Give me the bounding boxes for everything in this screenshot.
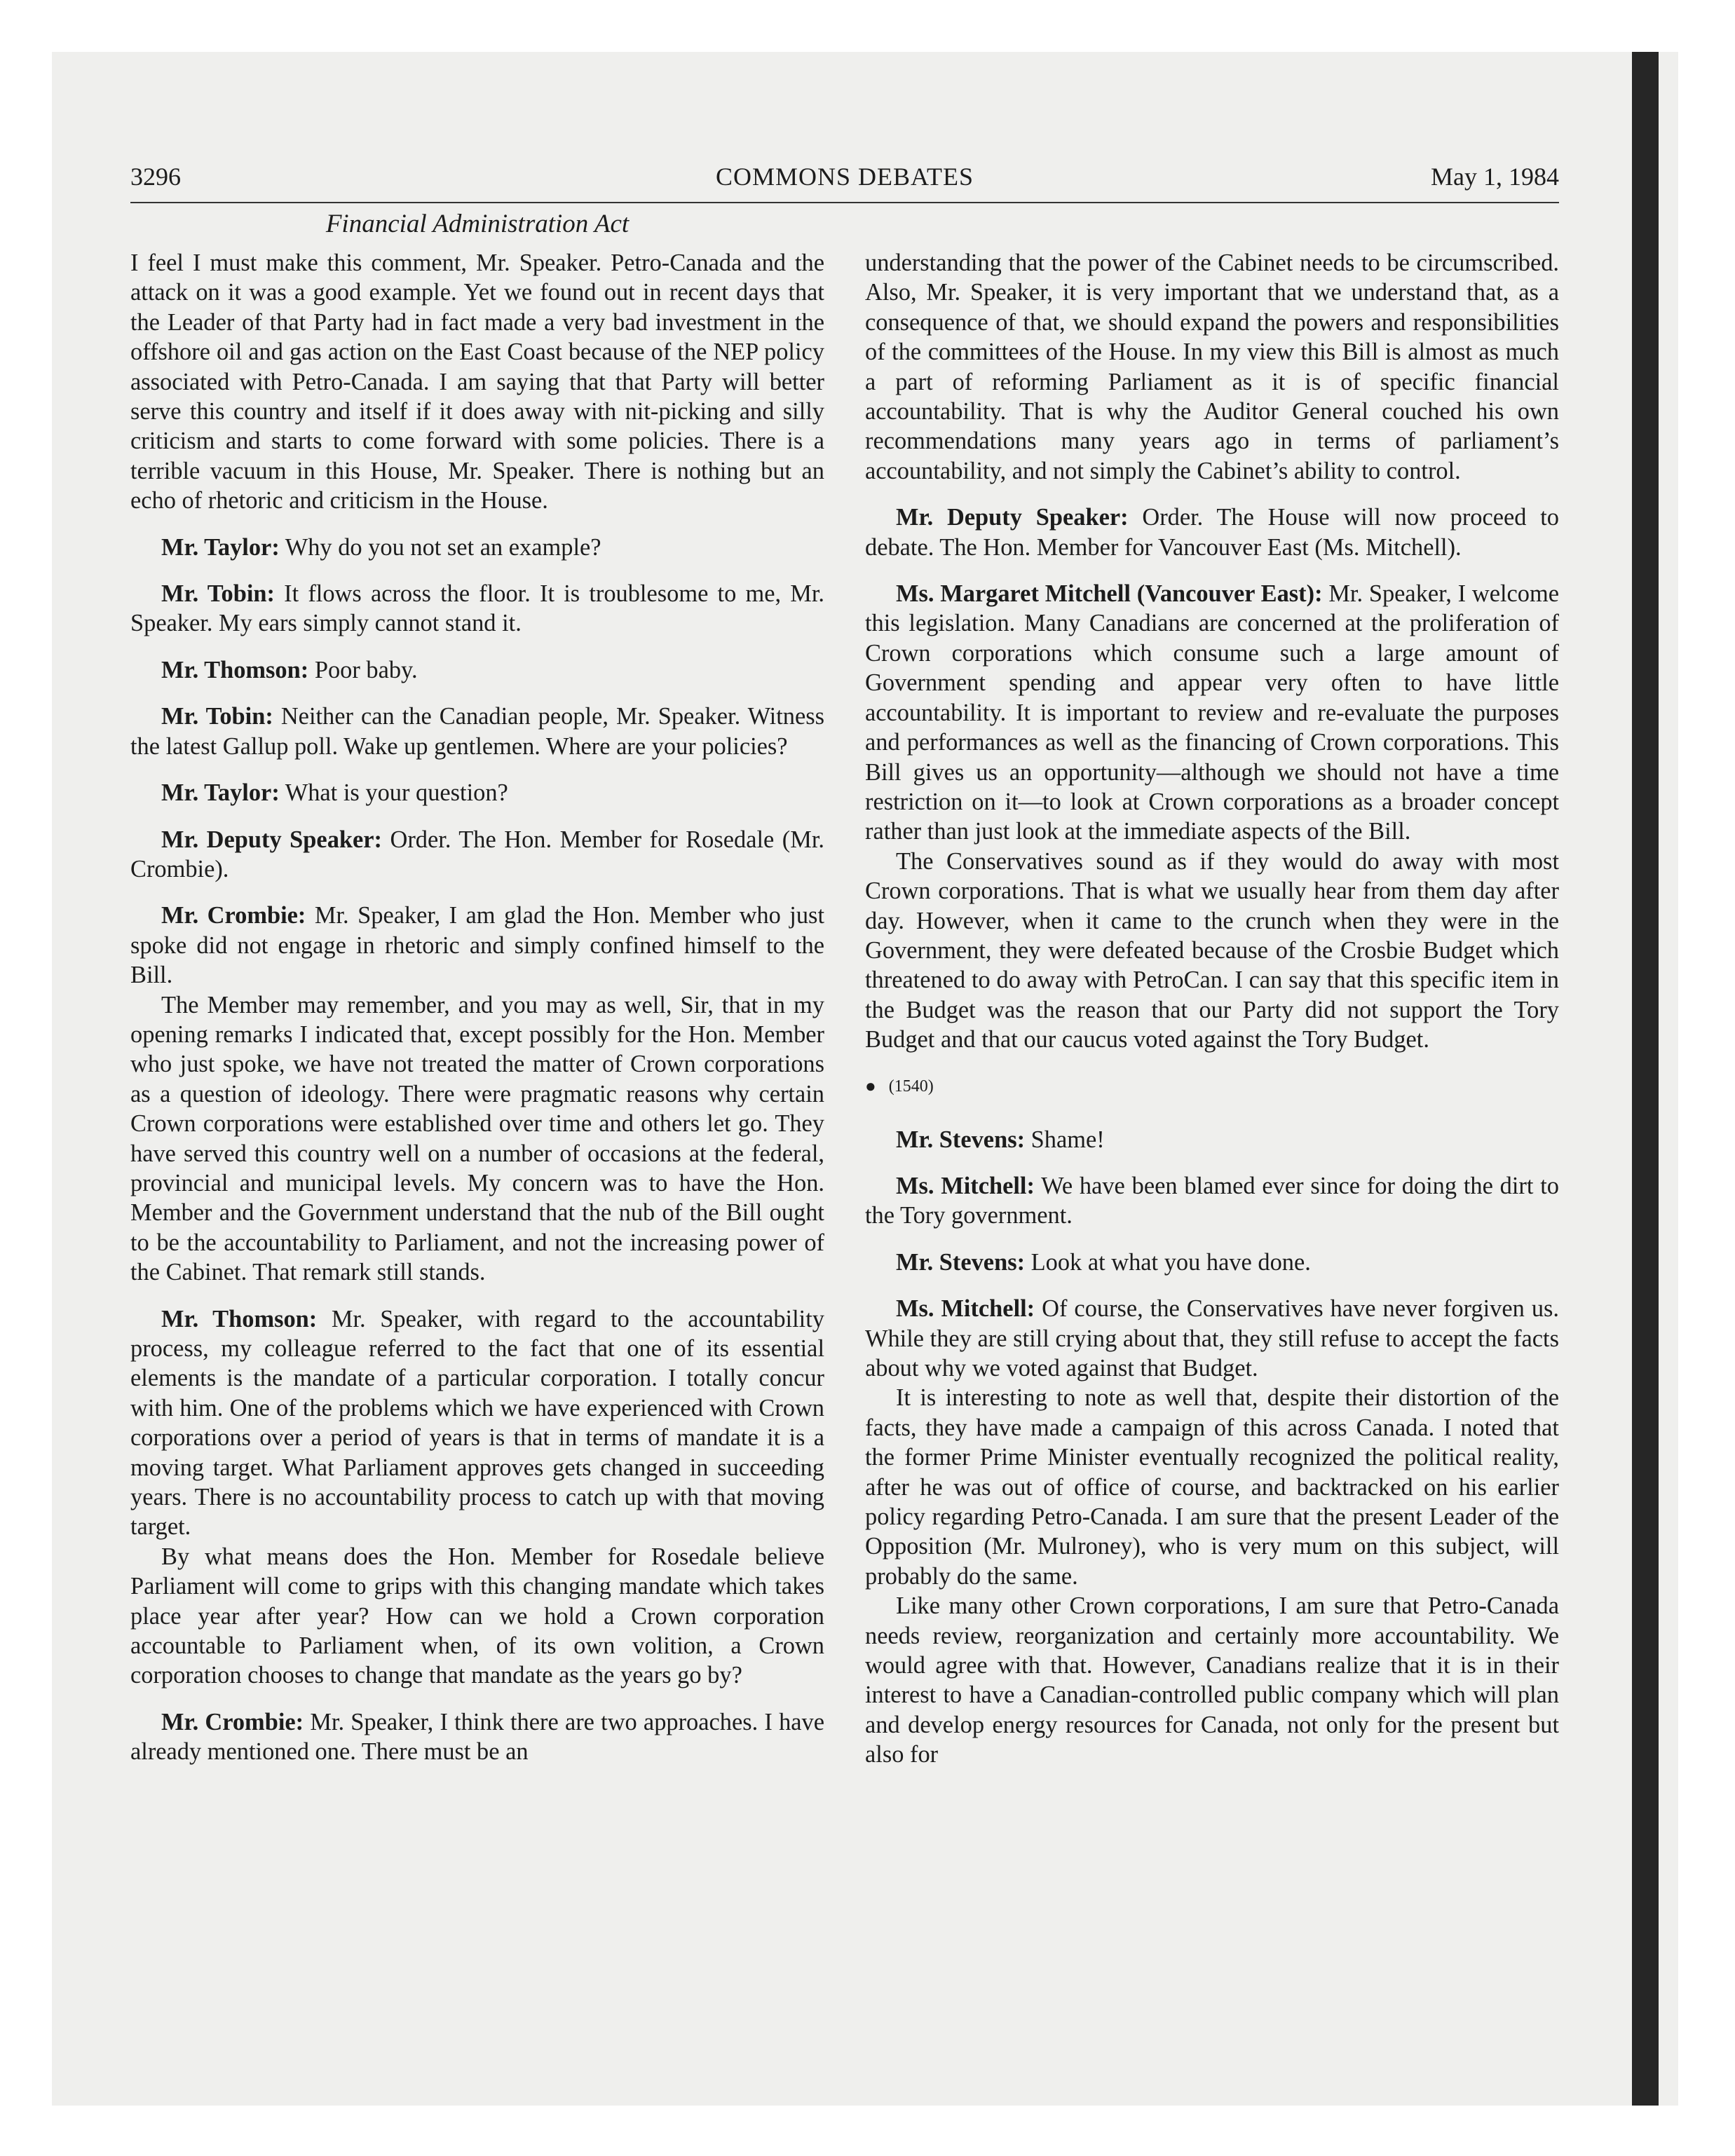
paragraph <box>130 825 824 885</box>
speech-text: What is your question? <box>285 779 508 807</box>
speech-text: I feel I must make this comment, Mr. Speaker. Petro-Canada and the attack on it was a good example. Yet we found out in recent days that the Leader of that Party had in fact made a very bad investment in the offshore oil and gas action on the East Coast because of the NEP policy associated with Petro-Canada. I am saying that that Party will better serve this country and itself if it does away with nit-picking and silly criticism and starts to come forward with some policies. There is a terrible vacuum in this House, Mr. Speaker. There is nothing but an echo of rhetoric and criticism in the House. <box>130 250 824 514</box>
page-date: May 1, 1984 <box>1431 163 1559 191</box>
speaker-name: Mr. Tobin: <box>161 580 275 608</box>
speech-text: Poor baby. <box>314 656 418 683</box>
speech-text: It is interesting to note as well that, despite their distortion of the facts, they have made a campaign of this across Canada. I noted that the former Prime Minister eventually recognized the political reality, after he was out of office of course, and backtracked on his earlier policy regarding Petro-Canada. I am sure that the present Leader of the Opposition (Mr. Mulroney), who is very mum on this subject, will probably do the same. <box>865 1384 1559 1590</box>
speech-text: Shame! <box>1030 1126 1105 1153</box>
paragraph <box>865 1171 1559 1231</box>
running-header <box>130 160 1559 203</box>
speaker-name: Mr. Crombie: <box>161 1708 304 1735</box>
speech-text: Look at what you have done. <box>1030 1248 1311 1276</box>
speaker-name: Mr. Deputy Speaker: <box>161 826 382 853</box>
paragraph <box>865 1248 1559 1277</box>
speech-text: Of course, the Conservatives have never forgiven us. While they are still crying about that, they still refuse to accept the facts about why we voted against that Budget. <box>865 1295 1559 1381</box>
speech-text: Why do you not set an example? <box>285 533 601 561</box>
publication-title: COMMONS DEBATES <box>715 163 974 191</box>
speech-text: The Conservatives sound as if they would do away with most Crown corporations. That is what we usually hear from them day after day. However, when it came to the crunch when they were in the Government, they were defeated because of the Crosbie Budget which threatened to do away with PetroCan. I can say that this specific item in the Budget was the reason that our Party did not support the Tory Budget and that our caucus voted against the Tory Budget. <box>865 847 1559 1053</box>
bullet-icon: ● <box>865 1075 876 1096</box>
speech-text: Like many other Crown corporations, I am sure that Petro-Canada needs review, reorganization and certainly more accountability. We would agree with that. However, Canadians realize that it is in their interest to have a Canadian-controlled public company which will plan and develop energy resources for Canada, not only for the present but also for <box>865 1592 1559 1768</box>
speech-text: Mr. Speaker, I welcome this legislation. Many Canadians are concerned at the proliferation of Crown corporations which consume such a large amount of Government spending and appear very often to have little accountability. It is important to review and re-evaluate the purposes and performances as well as the financing of Crown corporations. This Bill gives us an opportunity—although we should not have a time restriction on it—to look at Crown corporations as a broader concept rather than just look at the immediate aspects of the Bill. <box>865 580 1559 845</box>
speech-text: By what means does the Hon. Member for Rosedale believe Parliament will come to grips with this changing mandate which takes place year after year? How can we hold a Crown corporation accountable to Parliament when, of its own volition, a Crown corporation chooses to change that mandate as the years go by? <box>130 1543 824 1689</box>
paragraph <box>865 1591 1559 1769</box>
paragraph <box>130 1304 824 1542</box>
speaker-name: Mr. Taylor: <box>161 779 280 807</box>
speaker-name: Mr. Tobin: <box>161 703 273 730</box>
speech-text: It flows across the floor. It is troublesome to me, Mr. Speaker. My ears simply cannot stand it. <box>130 580 824 637</box>
speaker-name: Mr. Stevens: <box>896 1126 1026 1153</box>
speech-text: Neither can the Canadian people, Mr. Speaker. Witness the latest Gallup poll. Wake up gentlemen. Where are your policies? <box>130 703 824 760</box>
paragraph <box>865 579 1559 847</box>
paragraph <box>865 1125 1559 1154</box>
speech-text: Mr. Speaker, I am glad the Hon. Member who just spoke did not engage in rhetoric and simply confined himself to the Bill. <box>130 902 824 989</box>
paragraph <box>865 248 1559 486</box>
paragraph <box>130 778 824 807</box>
paragraph <box>865 503 1559 562</box>
section-title: Financial Administration Act <box>325 210 630 238</box>
speaker-name: Ms. Mitchell: <box>896 1295 1035 1323</box>
speaker-name: Mr. Thomson: <box>161 656 309 683</box>
paragraph <box>865 1294 1559 1383</box>
speech-text: We have been blamed ever since for doing the dirt to the Tory government. <box>865 1172 1559 1229</box>
speaker-name: Ms. Mitchell: <box>896 1172 1035 1199</box>
speaker-name: Mr. Taylor: <box>161 533 280 561</box>
paragraph <box>130 702 824 761</box>
paragraph <box>130 1707 824 1767</box>
left-column <box>130 248 824 1784</box>
paragraph <box>865 1383 1559 1591</box>
speech-text: Mr. Speaker, with regard to the accountability process, my colleague referred to the fact that one of its essential elements is the mandate of a particular corporation. I totally concur with him. One of the problems which we have experienced with Crown corporations over a period of years is that in terms of mandate it is a moving target. What Parliament approves gets changed in succeeding years. There is no accountability process to catch up with that moving target. <box>130 1305 824 1541</box>
speech-text: understanding that the power of the Cabinet needs to be circumscribed. Also, Mr. Speaker, it is very important that we understand that, as a consequence of that, we should expand the powers and responsibilities of the committees of the House. In my view this Bill is almost as much a part of reforming Parliament as it is of specific financial accountability. That is why the Auditor General couched his own recommendations many years ago in terms of parliament’s accountability, and not simply the Cabinet’s ability to control. <box>865 250 1559 484</box>
paragraph <box>130 990 824 1288</box>
speaker-name: Mr. Deputy Speaker: <box>896 504 1129 531</box>
paragraph <box>130 579 824 639</box>
right-column <box>865 248 1559 1787</box>
speech-text: Order. The House will now proceed to debate. The Hon. Member for Vancouver East (Ms. Mitchell). <box>865 504 1559 561</box>
speech-text: Order. The Hon. Member for Rosedale (Mr. Crombie). <box>130 826 824 882</box>
paragraph <box>130 1542 824 1691</box>
paragraph <box>130 248 824 516</box>
speaker-name: Mr. Crombie: <box>161 902 306 929</box>
paragraph <box>130 533 824 562</box>
speech-text: The Member may remember, and you may as well, Sir, that in my opening remarks I indicated that, except possibly for the Hon. Member who just spoke, we have not treated the matter of Crown corporations as a question of ideology. There were pragmatic reasons why certain Crown corporations were established over time and others let go. They have served this country well on a number of occasions at the federal, provincial and municipal levels. My concern was to have the Hon. Member and the Government understand that the nub of the Bill ought to be the accountability to Parliament, and not the increasing power of the Cabinet. That remark still stands. <box>130 991 824 1286</box>
paragraph <box>130 901 824 990</box>
time-marker <box>865 1076 1559 1097</box>
speaker-name: Mr. Stevens: <box>896 1248 1026 1276</box>
scan-edge-bar <box>1632 52 1659 2106</box>
paragraph <box>130 655 824 685</box>
time-marker-label: (1540) <box>888 1077 934 1096</box>
speech-text: Mr. Speaker, I think there are two approaches. I have already mentioned one. There must be an <box>130 1708 824 1766</box>
speaker-name: Ms. Margaret Mitchell (Vancouver East): <box>896 580 1323 608</box>
page-number: 3296 <box>130 163 181 191</box>
paragraph <box>865 847 1559 1055</box>
speaker-name: Mr. Thomson: <box>161 1305 318 1332</box>
